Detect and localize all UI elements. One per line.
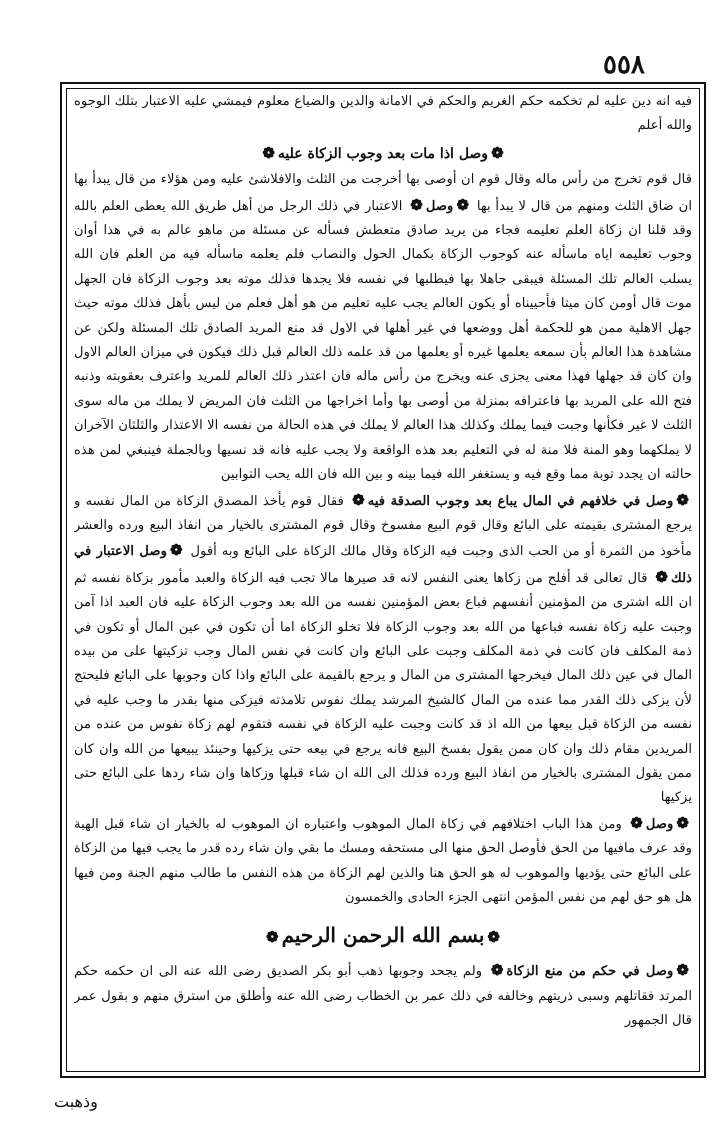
paragraph-text: ومن هذا الباب اختلافهم في زكاة المال الموهوب واعتباره ان الموهوب له بالخيار ان شاء قبل الهبة وقد عرف مافيها من الحق فأوصل الحق منها الى مستحقه ومسك ما بقي وان شاء رده قدر ما يجب فيها من الزكاة على البائع حتى يؤديها والموهوب له هو الحق هنا والذين لهم الزكاة من هذه النفس ما طالب منهم الجنة ومن فيها هل هو حق لهم من نفس المؤمن انتهى الجزء الحادى والخمسون: [74, 816, 692, 905]
basmala: ❁بسم الله الرحمن الرحيم❁: [266, 923, 500, 948]
paragraph-text: قال قوم تخرج من رأس ماله وقال قوم ان أوصى بها أخرجت من الثلث والافلاشئ عليه ومن هؤلاء من قال يبدأ بها ان ضاق الثلث ومنهم من قال لا يبدأ بها: [74, 172, 692, 214]
paragraph: ❁وصل في خلافهم في المال يباع بعد وجوب الصدقة فيه❁ فقال قوم يأخذ المصدق الزكاة من المال نفسه و يرجع المشترى بقيمته على البائع وقال قوم البيع مفسوخ وقال قوم المشترى بالخيار من انفاذ البيع ورده والعشر مأخوذ من الثمرة أو من الحب الذى وجبت فيه الزكاة وقال مالك الزكاة على البائع وبه أقول ❁وصل الاعتبار في ذلك❁ قال تعالى قد أفلح من زكاها يعنى النفس لانه قد صيرها مالا تجب فيه الزكاة والعبد مأمور بزكاة نفسه ثم ان الله اشترى من المؤمنين أنفسهم فباع بعض المؤمنين نفسه من الله بعد وجوب الزكاة عليه فان العبد اذا آمن وجبت عليه زكاة نفسه فباعها من الله بعد وجوب الزكاة فلا تخلو الزكاة اما أن تكون في عين المال أو تكون في ذمة المكلف فان كانت في ذمة المكلف وجبت على البائع وان كانت في نفس المال وجب تزكيتها على من بيده المال في عين ذلك المال فيخرجها المشترى من المال و يرجع بالقيمة على البائع واذا كان وجوبها على البائع فليحتج لأن يزكى ذلك القدر مما عنده من المال كالشيخ المرشد يملك نفوس تلامذته فيزكى منها بقدر ما وجب عليه في نفسه من الزكاة قبل بيعها من الله اذ قد كانت وجبت عليه الزكاة في نفسه فتقوم لهم زكاة نفوس من عنده من المريدين مقام ذلك وان كان ممن يقول بفسخ البيع فانه يرجع في بيعه حتى يزكيها وحينئذ يبيعها من الله وان كان ممن يقول المشترى بالخيار من انفاذ البيع ورده فذلك الى الله ان شاء قبلها وزكاها وان شاء ردها على البائع حتى يزكيها: [74, 490, 692, 806]
paragraph: فيه انه دين عليه لم تخكمه حكم الغريم والحكم في الامانة والدين والضياع معلوم فيمشي عليه الاعتبار بتلك الوجوه والله أعلم: [74, 94, 692, 134]
inline-heading: وصل في حكم من منع الزكاة: [506, 964, 674, 980]
catchword: وذهبت: [54, 1092, 98, 1111]
basmala-text: بسم الله الرحمن الرحيم: [281, 923, 485, 948]
paragraph-text: الاعتبار في ذلك الرجل من أهل طريق الله يعطى العلم بالله وقد قلنا ان زكاة العلم تعليمه فجاء من يريد صادق متعطش فسأله عن مسئلة من ماهو عالم به في هذا أوان وجوب تعليمه اياه ماسأله عنه كوجوب الزكاة بكمال الحول والنصاب فلم يعلمه ماسأله فيه من العلم فان الله يسلب العالم تلك المسئلة فيبقى جاهلا بها فيطلبها في نفسه فلا يجدها فذلك موته بعد وجوب الزكاة فان الجهل موت قال أومن كان ميتا فأحييناه أو يكون العالم يجب عليه تعليم من هو أهل فعلم من ليس بأهل فذلك موته حيث جهل الاهلية ممن هو للحكمة أهل ووضعها في غير أهلها في الاول قد منع المريد الصادق تلك المسئلة ولكن عن مشاهدة هذا العالم بأن سمعه يعلمها غيره أو يعلمها من قد علمه ذلك العالم قبل ذلك فيكون في ميزان العالم الاول وان كان قد جهلها فهذا معنى يجزى عنه ويخرج من رأس ماله فان اعتذر ذلك العالم للمريد واعترف بعقوبته وذنبه فتح الله على المريد بها فاعترافه بمنزلة من أوصى بها وأما اخراجها من الثلث فان المريض لا يملك من ماله سوى الثلث لا غير فكأنها وجبت فيما يملك وكذلك هذا العالم لا يملك في هذه الحالة من نفسه الا الاعتذار والثلثان الآخران لا يملكهما وهو المنة فلا منة له في التعليم بعد هذه الواقعة ولا يجب عليه فانه قد نسيها وبالجملة فينبغي لمن هذه حالته ان يجدد توبة مما وقع فيه و يستغفر الله فيما بينه و بين الله فان الله يحب التوابين: [74, 198, 692, 483]
inline-label: وصل: [425, 198, 454, 214]
inline-heading: وصل في خلافهم في المال يباع بعد وجوب الصدقة فيه: [367, 493, 674, 509]
paragraph: ❁وصل في حكم من منع الزكاة❁ ولم يجحد وجوبها ذهب أبو بكر الصديق رضى الله عنه الى ان حكمه حكم المرتد فقاتلهم وسبى ذريتهم وخالفه في ذلك عمر بن الخطاب رضى الله عنه وأطلق من استرق منهم و بقول عمر قال الجمهور: [74, 961, 692, 1029]
section-heading-text: وصل اذا مات بعد وجوب الزكاة عليه: [277, 145, 489, 162]
paragraph: قال قوم تخرج من رأس ماله وقال قوم ان أوصى بها أخرجت من الثلث والافلاشئ عليه ومن هؤلاء من قال يبدأ بها ان ضاق الثلث ومنهم من قال لا يبدأ بها ❁وصل❁ الاعتبار في ذلك الرجل من أهل طريق الله يعطى العلم بالله وقد قلنا ان زكاة العلم تعليمه فجاء من يريد صادق متعطش فسأله عن مسئلة من ماهو عالم به في هذا أوان وجوب تعليمه اياه ماسأله عنه كوجوب الزكاة بكمال الحول والنصاب فلم يعلمه ماسأله فيه من العلم فان الله يسلب العالم تلك المسئلة فيبقى جاهلا بها فيطلبها في نفسه فلا يجدها فذلك موته بعد وجوب الزكاة فان الجهل موت قال أومن كان ميتا فأحييناه أو يكون العالم يجب عليه تعليم من هو أهل فعلم من ليس بأهل فذلك موته حيث جهل الاهلية ممن هو للحكمة أهل ووضعها في غير أهلها في الاول قد منع المريد الصادق تلك المسئلة ولكن عن مشاهدة هذا العالم بأن سمعه يعلمها غيره أو يعلمها من قد علمه ذلك العالم قبل ذلك فيكون في ميزان العالم الاول وان كان قد جهلها فهذا معنى يجزى عنه ويخرج من رأس ماله فان اعتذر ذلك العالم للمريد واعترف بعقوبته وذنبه فتح الله على المريد بها فاعترافه بمنزلة من أوصى بها وأما اخراجها من الثلث فان المريض لا يملك من ماله سوى الثلث لا غير فكأنها وجبت فيما يملك وكذلك هذا العالم لا يملك في هذه الحالة من نفسه الا الاعتذار والثلثان الآخران لا يملكهما وهو المنة فلا منة له في التعليم بعد هذه الواقعة ولا يجب عليه فانه قد نسيها وبالجملة فينبغي لمن هذه حالته ان يجدد توبة مما وقع فيه و يستغفر الله فيما بينه و بين الله فان الله يحب التوابين: [74, 172, 692, 483]
paragraph-text: ولم يجحد وجوبها ذهب أبو بكر الصديق رضى الله عنه الى ان حكمه حكم المرتد فقاتلهم وسبى ذريتهم وخالفه في ذلك عمر بن الخطاب رضى الله عنه وأطلق من استرق منهم و بقول عمر قال الجمهور: [74, 964, 692, 1029]
paragraph-text: قال تعالى قد أفلح من زكاها يعنى النفس لانه قد صيرها مالا تجب فيه الزكاة والعبد مأمور بزكاة نفسه ثم ان الله اشترى من المؤمنين أنفسهم فباع بعض المؤمنين نفسه من الله بعد وجوب الزكاة عليه فان العبد اذا آمن وجبت عليه زكاة نفسه فباعها من الله بعد وجوب الزكاة فلا تخلو الزكاة اما أن تكون في عين المال أو تكون في ذمة المكلف فان كانت في ذمة المكلف وجبت على البائع وان كانت في نفس المال وجب تزكيتها على من بيده المال في عين ذلك المال فيخرجها المشترى من المال و يرجع بالقيمة على البائع واذا كان وجوبها على البائع فليحتج لأن يزكى ذلك القدر مما عنده من المال كالشيخ المرشد يملك نفوس تلامذته فيزكى منها بقدر ما وجب عليه في نفسه من الزكاة قبل بيعها من الله اذ قد كانت وجبت عليه الزكاة في نفسه فتقوم لهم زكاة نفوس من عنده من المريدين مقام ذلك وان كان ممن يقول بفسخ البيع فانه يرجع في بيعه حتى يزكيها وحينئذ يبيعها من الله وان كان ممن يقول المشترى بالخيار من انفاذ البيع ورده فذلك الى الله ان شاء قبلها وزكاها وان شاء ردها على البائع حتى يزكيها: [74, 570, 692, 806]
paragraph-text: فقال قوم يأخذ المصدق الزكاة من المال نفسه و يرجع المشترى بقيمته على البائع وقال قوم البيع مفسوخ وقال قوم المشترى بالخيار من انفاذ البيع ورده والعشر مأخوذ من الثمرة أو من الحب الذى وجبت فيه الزكاة وقال مالك الزكاة على البائع وبه أقول: [74, 493, 692, 560]
page-number: ٥٥٨: [603, 50, 645, 80]
inline-heading: وصل الاعتبار في ذلك: [74, 544, 692, 586]
inline-label: وصل: [645, 816, 674, 832]
paragraph: ❁وصل❁ ومن هذا الباب اختلافهم في زكاة المال الموهوب واعتباره ان الموهوب له بالخيار ان شاء قبل الهبة وقد عرف مافيها من الحق فأوصل الحق منها الى مستحقه ومسك ما بقي وان شاء رده قدر ما يجب فيها من الزكاة على البائع حتى يؤديها والموهوب له هو الحق هنا والذين لهم الزكاة من هذه النفس ما طالب منهم الجنة ومن فيها هل هو حق لهم من نفس المؤمن انتهى الجزء الحادى والخمسون: [74, 813, 692, 905]
section-heading: ❁وصل اذا مات بعد وجوب الزكاة عليه❁: [262, 143, 504, 162]
page-text-block: [74, 90, 692, 1070]
